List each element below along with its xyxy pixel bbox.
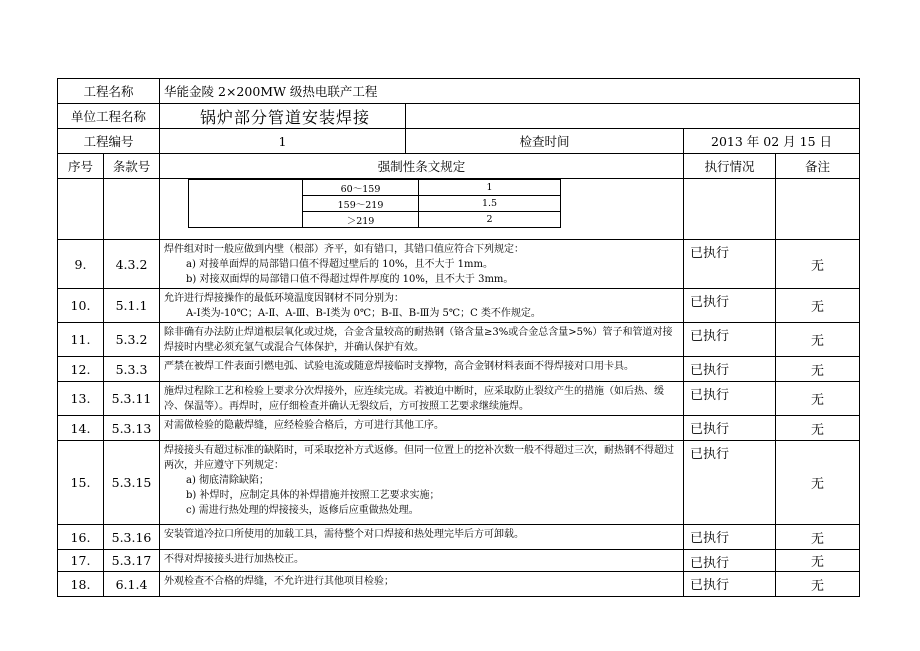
row-seq: 13. <box>58 382 104 416</box>
unit-name-value: 锅炉部分管道安装焊接 <box>160 104 406 129</box>
row-seq: 9. <box>58 240 104 289</box>
row-clause: 6.1.4 <box>104 572 160 597</box>
row-seq: 12. <box>58 357 104 382</box>
row-status: 已执行 <box>684 240 776 289</box>
table-row <box>58 416 860 441</box>
inner-range: 60～159 <box>303 180 419 196</box>
row-rule <box>160 441 684 525</box>
rule-line: A-Ⅰ类为-10℃；A-Ⅱ、A-Ⅲ、B-Ⅰ类为 0℃；B-Ⅱ、B-Ⅲ为 5℃；C 类不作规定。 <box>186 308 541 319</box>
row-status: 已执行 <box>684 289 776 323</box>
table-row <box>58 382 860 416</box>
col-rule: 强制性条文规定 <box>160 154 684 179</box>
rule-line: 焊件组对时一般应做到内壁（根部）齐平，如有错口，其错口值应符合下列规定： <box>164 244 525 255</box>
row-rule <box>160 550 684 572</box>
row-clause: 5.3.11 <box>104 382 160 416</box>
row-rule <box>160 357 684 382</box>
table-row <box>58 240 860 289</box>
row-clause: 5.3.17 <box>104 550 160 572</box>
rule-line: 允许进行焊接操作的最低环境温度因钢材不同分别为： <box>164 293 405 304</box>
rule-line: 除非确有办法防止焊道根层氧化或过烧，合金含量较高的耐热钢（铬含量≥3%或合金总含量>5%）管子和管道对接焊接时内壁必须充氩气或混合气体保护，并确认保护有效。 <box>164 327 673 353</box>
row-remark: 无 <box>776 441 860 525</box>
column-header-row <box>58 154 860 179</box>
rule-line: 对需做检验的隐蔽焊缝，应经检验合格后，方可进行其他工序。 <box>164 420 445 431</box>
col-seq: 序号 <box>58 154 104 179</box>
col-status: 执行情况 <box>684 154 776 179</box>
row-clause: 5.3.2 <box>104 323 160 357</box>
row-remark: 无 <box>776 525 860 550</box>
row-remark: 无 <box>776 323 860 357</box>
row-remark: 无 <box>776 240 860 289</box>
row-rule <box>160 382 684 416</box>
table-row <box>58 441 860 525</box>
row-clause: 5.3.15 <box>104 441 160 525</box>
check-time-value: 2013 年 02 月 15 日 <box>684 129 860 154</box>
row-seq: 14. <box>58 416 104 441</box>
project-no-row <box>58 129 860 154</box>
row-status: 已执行 <box>684 323 776 357</box>
row-seq: 11. <box>58 323 104 357</box>
row-status: 已执行 <box>684 550 776 572</box>
rule-line: 不得对焊接接头进行加热校正。 <box>164 554 305 565</box>
inner-value: 1 <box>419 180 561 196</box>
row-seq: 15. <box>58 441 104 525</box>
table-row <box>58 572 860 597</box>
project-no-value: 1 <box>160 129 406 154</box>
table-row <box>58 323 860 357</box>
col-clause: 条款号 <box>104 154 160 179</box>
row-seq: 18. <box>58 572 104 597</box>
continuation-row <box>58 179 860 240</box>
row-rule <box>160 416 684 441</box>
table-row <box>58 525 860 550</box>
row-status: 已执行 <box>684 441 776 525</box>
check-time-label: 检查时间 <box>406 129 684 154</box>
rule-line: a) 对接单面焊的局部错口值不得超过壁后的 10%，且不大于 1mm。 <box>186 259 493 270</box>
project-name-value: 华能金陵 2×200MW 级热电联产工程 <box>160 79 860 104</box>
row-clause: 4.3.2 <box>104 240 160 289</box>
rule-line: c) 需进行热处理的焊接接头，返修后应重做热处理。 <box>186 505 419 516</box>
row-rule <box>160 572 684 597</box>
row-clause: 5.1.1 <box>104 289 160 323</box>
row-clause: 5.3.3 <box>104 357 160 382</box>
row-clause: 5.3.13 <box>104 416 160 441</box>
allowance-subtable <box>188 179 561 228</box>
row-remark: 无 <box>776 289 860 323</box>
row-status: 已执行 <box>684 525 776 550</box>
table-row <box>58 357 860 382</box>
rule-line: 焊接接头有超过标准的缺陷时，可采取挖补方式返修。但同一位置上的挖补次数一般不得超过三次，耐热钢不得超过两次，并应遵守下列规定： <box>164 445 675 471</box>
row-seq: 17. <box>58 550 104 572</box>
row-remark: 无 <box>776 357 860 382</box>
row-status: 已执行 <box>684 572 776 597</box>
row-clause: 5.3.16 <box>104 525 160 550</box>
row-seq: 10. <box>58 289 104 323</box>
row-rule <box>160 289 684 323</box>
rule-line: 施焊过程除工艺和检验上要求分次焊接外，应连续完成。若被迫中断时，应采取防止裂纹产生的措施（如后热、缓冷、保温等）。再焊时，应仔细检查并确认无裂纹后，方可按照工艺要求继续施焊。 <box>164 386 665 412</box>
inner-range: 159～219 <box>303 196 419 212</box>
row-rule <box>160 240 684 289</box>
table-row <box>58 289 860 323</box>
row-rule <box>160 323 684 357</box>
rule-line: 外观检查不合格的焊缝，不允许进行其他项目检验； <box>164 576 395 587</box>
row-remark: 无 <box>776 550 860 572</box>
rule-line: a) 彻底清除缺陷； <box>186 475 270 486</box>
rule-line: b) 对接双面焊的局部错口值不得超过焊件厚度的 10%，且不大于 3mm。 <box>186 274 514 285</box>
row-remark: 无 <box>776 572 860 597</box>
inner-value: 1.5 <box>419 196 561 212</box>
inner-range: ＞219 <box>303 212 419 228</box>
inner-value: 2 <box>419 212 561 228</box>
col-remark: 备注 <box>776 154 860 179</box>
row-rule <box>160 525 684 550</box>
project-no-label: 工程编号 <box>58 129 160 154</box>
row-seq: 16. <box>58 525 104 550</box>
unit-name-blank <box>406 104 860 129</box>
project-name-label: 工程名称 <box>58 79 160 104</box>
rule-line: 安装管道冷拉口所使用的加载工具，需待整个对口焊接和热处理完毕后方可卸载。 <box>164 529 525 540</box>
row-remark: 无 <box>776 416 860 441</box>
rule-line: b) 补焊时，应制定具体的补焊措施并按照工艺要求实施； <box>186 490 440 501</box>
rule-line: 严禁在被焊工件表面引燃电弧、试验电流或随意焊接临时支撑物，高合金钢材料表面不得焊接对口用卡具。 <box>164 361 635 372</box>
row-remark: 无 <box>776 382 860 416</box>
unit-name-label: 单位工程名称 <box>58 104 160 129</box>
row-status: 已执行 <box>684 382 776 416</box>
inspection-table <box>57 78 860 597</box>
unit-name-row <box>58 104 860 129</box>
rule-rows <box>58 240 860 597</box>
row-status: 已执行 <box>684 416 776 441</box>
row-status: 已执行 <box>684 357 776 382</box>
table-row <box>58 550 860 572</box>
project-name-row <box>58 79 860 104</box>
